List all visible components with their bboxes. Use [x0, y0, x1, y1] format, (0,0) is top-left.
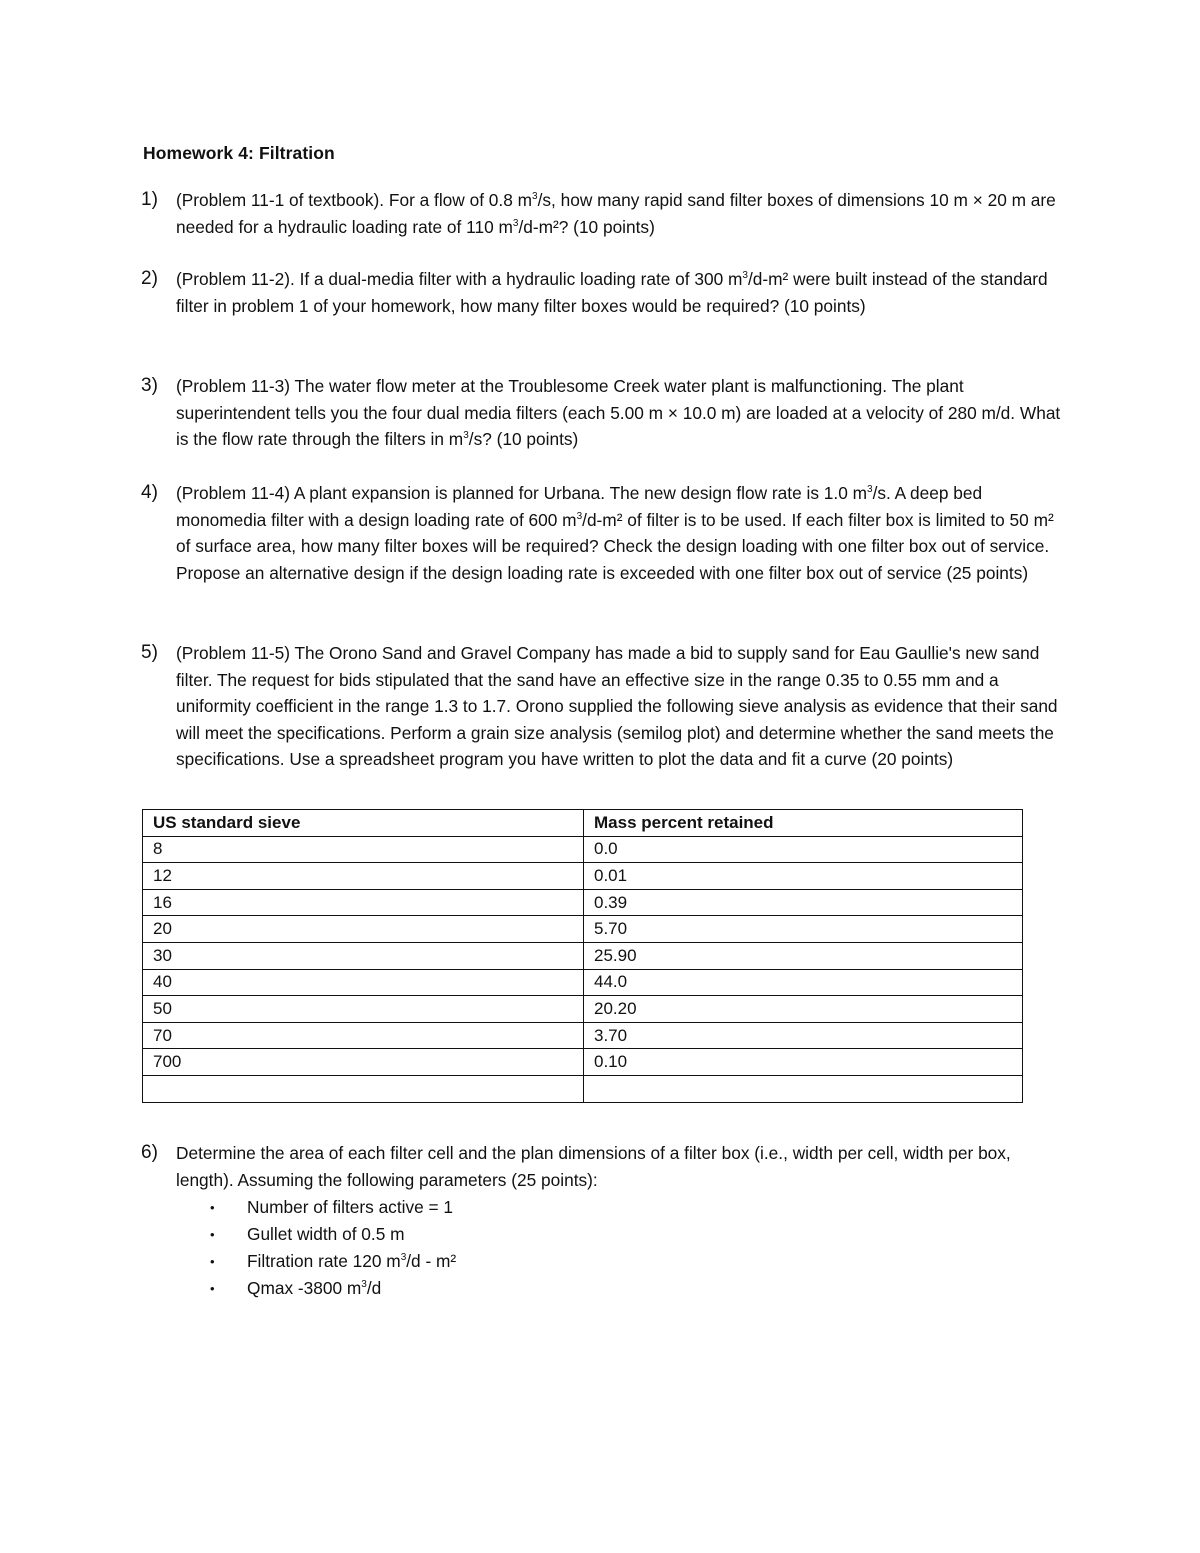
- cell-mass-percent: 5.70: [584, 916, 1023, 943]
- table-row: [143, 916, 1023, 943]
- table-row: [143, 889, 1023, 916]
- table-row: [143, 836, 1023, 863]
- bullet-icon: •: [210, 1254, 215, 1269]
- cell-sieve: 16: [143, 889, 584, 916]
- problem-number: 6): [141, 1142, 158, 1163]
- problem-6: [141, 1140, 1071, 1193]
- problem-lead: (Problem 11-1 of textbook).: [176, 190, 385, 210]
- problem-text: (Problem 11-1 of textbook). For a flow of 0.8 $m^3/s$, how many rapid sand filter boxes of dimensions 10 m × 20 m are needed for a hydraulic loading rate of 110 $m^3/d-m^2$? (10 points): [176, 190, 1056, 237]
- cell-sieve: 30: [143, 942, 584, 969]
- table-row: [143, 1049, 1023, 1076]
- bullet-icon: •: [210, 1200, 215, 1215]
- table-row-empty: [143, 1075, 1023, 1102]
- bullet-icon: •: [210, 1281, 215, 1296]
- bullet-icon: •: [210, 1227, 215, 1242]
- table-row: [143, 969, 1023, 996]
- cell-mass-percent: 44.0: [584, 969, 1023, 996]
- problem-lead: (Problem 11-4): [176, 483, 290, 503]
- column-header-mass-percent: Mass percent retained: [584, 810, 1023, 837]
- problem-number: 1): [141, 189, 158, 210]
- cell-sieve: 40: [143, 969, 584, 996]
- problem-5: [141, 640, 1071, 773]
- problem-4: [141, 480, 1071, 586]
- cell-mass-percent: 3.70: [584, 1022, 1023, 1049]
- table-row: [143, 1022, 1023, 1049]
- cell-mass-percent: 25.90: [584, 942, 1023, 969]
- problem-text: Determine the area of each filter cell and the plan dimensions of a filter box (i.e., width per cell, width per box, length). Assuming the following parameters (25 points):: [176, 1143, 1011, 1190]
- list-item: • Filtration rate 120 $m^3/d - m^2$: [176, 1248, 456, 1275]
- problem-text: (Problem 11-3) The water flow meter at the Troublesome Creek water plant is malfunctioning. The plant superintendent tells you the four dual media filters (each 5.00 m × 10.0 m) are loaded at a velocity of 280 m/d. What is the flow rate through the filters in $m^3/s$? (10 points): [176, 376, 1061, 450]
- cell-mass-percent: 0.01: [584, 863, 1023, 890]
- list-item: • Qmax -3800 $m^3/d$: [176, 1275, 456, 1302]
- cell-sieve: 20: [143, 916, 584, 943]
- cell-mass-percent: 0.0: [584, 836, 1023, 863]
- document-title: Homework 4: Filtration: [143, 143, 335, 163]
- problem-number: 4): [141, 482, 158, 503]
- problem-text: (Problem 11-4) A plant expansion is planned for Urbana. The new design flow rate is 1.0 $m^3/s$. A deep bed monomedia filter with a design loading rate of 600 $m^3/d-m^2$ of filter is to be used. If each filter box is limited to 50 m² of surface area, how many filter boxes will be required? Check the design loading with one filter box out of service. Propose an alternative design if the design loading rate is exceeded with one filter box out of service (25 points): [176, 483, 1054, 583]
- problem-2: [141, 266, 1071, 319]
- problem-lead: (Problem 11-3): [176, 376, 290, 396]
- problem-text: (Problem 11-2). If a dual-media filter with a hydraulic loading rate of 300 $m^3/d-m^2$ were built instead of the standard filter in problem 1 of your homework, how many filter boxes would be required? (10 points): [176, 269, 1048, 316]
- list-item: • Number of filters active = 1: [176, 1194, 456, 1221]
- cell-mass-percent: 0.39: [584, 889, 1023, 916]
- table-row: [143, 996, 1023, 1023]
- cell-sieve: 70: [143, 1022, 584, 1049]
- problem-3: [141, 373, 1071, 453]
- problem-1: [141, 187, 1071, 240]
- cell-sieve: 8: [143, 836, 584, 863]
- table-row: [143, 942, 1023, 969]
- table-row: [143, 863, 1023, 890]
- cell-mass-percent: [584, 1075, 1023, 1102]
- cell-sieve: 12: [143, 863, 584, 890]
- cell-mass-percent: 20.20: [584, 996, 1023, 1023]
- table-header-row: [143, 810, 1023, 837]
- sieve-analysis-table: [142, 809, 1023, 1103]
- cell-sieve: 700: [143, 1049, 584, 1076]
- cell-sieve: [143, 1075, 584, 1102]
- problem-lead: (Problem 11-2).: [176, 269, 295, 289]
- column-header-sieve: US standard sieve: [143, 810, 584, 837]
- problem-number: 2): [141, 268, 158, 289]
- problem-lead: (Problem 11-5): [176, 643, 290, 663]
- cell-mass-percent: 0.10: [584, 1049, 1023, 1076]
- cell-sieve: 50: [143, 996, 584, 1023]
- list-item: • Gullet width of 0.5 m: [176, 1221, 456, 1248]
- problem-number: 5): [141, 642, 158, 663]
- problem-number: 3): [141, 375, 158, 396]
- parameter-list: [176, 1194, 456, 1302]
- problem-text: (Problem 11-5) The Orono Sand and Gravel Company has made a bid to supply sand for Eau Gaullie's new sand filter. The request for bids stipulated that the sand have an effective size in the range 0.35 to 0.55 mm and a uniformity coefficient in the range 1.3 to 1.7. Orono supplied the following sieve analysis as evidence that their sand will meet the specifications. Perform a grain size analysis (semilog plot) and determine whether the sand meets the specifications. Use a spreadsheet program you have written to plot the data and fit a curve (20 points): [176, 643, 1058, 770]
